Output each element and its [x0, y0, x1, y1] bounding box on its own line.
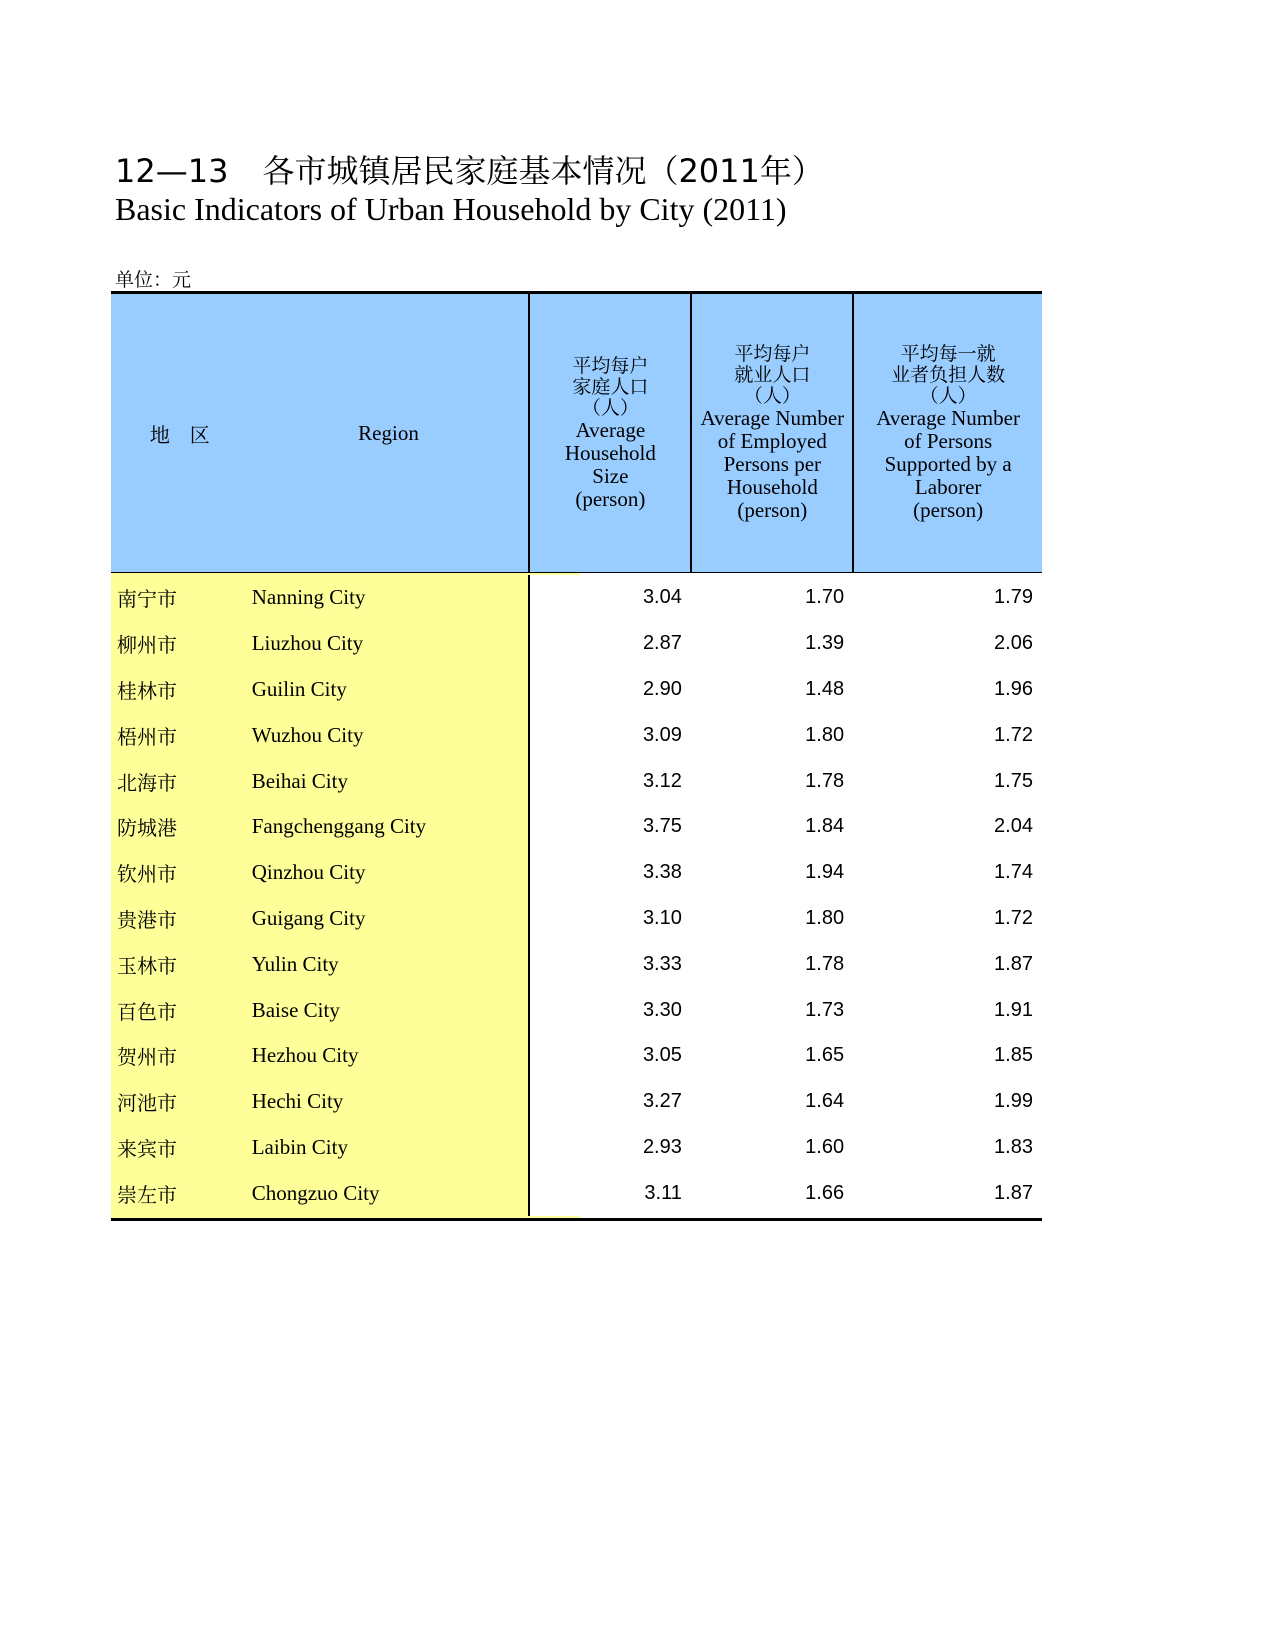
row-region-cn: 崇左市	[111, 1170, 249, 1216]
table-row	[111, 1125, 1042, 1171]
header-col1-cn2: 家庭人口	[572, 375, 649, 398]
header-region-cn-text: 地 区	[149, 422, 210, 447]
header-col1-en2: Household	[564, 440, 656, 465]
header-col1-en4: (person)	[575, 486, 646, 511]
row-household-size: 3.11	[644, 1181, 682, 1204]
row-household-size: 2.93	[642, 1135, 682, 1158]
row-region-en: Liuzhou City	[249, 621, 530, 667]
header-col1-en1: Average	[575, 417, 646, 442]
row-household-size: 2.90	[642, 677, 682, 700]
row-region-cn: 桂林市	[111, 667, 249, 713]
row-persons-supported: 1.74	[994, 861, 1033, 884]
table-row	[111, 712, 1042, 758]
row-region-en: Hechi City	[249, 1079, 530, 1125]
row-region-en: Guigang City	[249, 896, 530, 942]
row-household-size: 3.27	[642, 1090, 682, 1113]
row-employed-persons: 1.94	[805, 861, 845, 884]
row-region-en: Beihai City	[249, 758, 530, 804]
table-row	[111, 896, 1042, 942]
row-persons-supported: 1.91	[994, 998, 1033, 1021]
row-region-en: Fangchenggang City	[249, 804, 530, 850]
header-col3-cn3: （人）	[919, 385, 977, 407]
row-region-en: Wuzhou City	[249, 712, 530, 758]
row-persons-supported: 1.85	[994, 1044, 1033, 1067]
header-col3-en3: Supported by a	[884, 452, 1012, 476]
row-region-en: Hezhou City	[249, 1033, 530, 1079]
title-cn-text: 各市城镇居民家庭基本情况（2011年）	[262, 152, 824, 190]
header-col2-en2: of Employed	[717, 429, 827, 453]
row-persons-supported: 1.79	[994, 586, 1033, 609]
table-header	[111, 294, 1042, 573]
header-col2-en4: Household	[726, 475, 818, 499]
row-employed-persons: 1.80	[805, 723, 845, 746]
row-household-size: 3.09	[642, 723, 682, 746]
header-household-size	[530, 294, 692, 572]
header-col2-cn2: 就业人口	[734, 364, 811, 386]
row-persons-supported: 1.99	[994, 1090, 1033, 1113]
row-region-en: Yulin City	[249, 941, 530, 987]
data-table	[111, 291, 1042, 1221]
header-col3-en2: of Persons	[904, 429, 993, 453]
page-title-en: Basic Indicators of Urban Household by City (2011)	[115, 191, 787, 227]
row-household-size: 3.33	[642, 952, 682, 975]
row-region-cn: 柳州市	[111, 621, 249, 667]
row-persons-supported: 1.87	[994, 1181, 1033, 1204]
row-household-size: 3.30	[642, 998, 682, 1021]
table-row	[111, 1170, 1042, 1216]
header-persons-supported	[854, 294, 1042, 572]
row-persons-supported: 2.04	[994, 815, 1033, 838]
row-region-cn: 河池市	[111, 1079, 249, 1125]
row-region-en: Qinzhou City	[249, 850, 530, 896]
row-household-size: 3.04	[642, 586, 682, 609]
row-employed-persons: 1.73	[805, 998, 845, 1021]
body-top-fill	[111, 573, 580, 575]
row-employed-persons: 1.65	[805, 1044, 845, 1067]
row-employed-persons: 1.70	[805, 586, 845, 609]
table-row	[111, 575, 1042, 621]
header-col3-en1: Average Number	[876, 406, 1020, 430]
header-col1-en3: Size	[592, 463, 629, 488]
row-employed-persons: 1.66	[805, 1181, 845, 1204]
row-persons-supported: 1.96	[994, 677, 1033, 700]
row-employed-persons: 1.39	[805, 632, 845, 655]
table-row	[111, 621, 1042, 667]
row-persons-supported: 1.87	[994, 952, 1033, 975]
row-region-en: Chongzuo City	[249, 1170, 530, 1216]
row-household-size: 3.38	[642, 861, 682, 884]
row-region-en: Nanning City	[249, 575, 530, 621]
row-household-size: 3.05	[642, 1044, 682, 1067]
table-row	[111, 987, 1042, 1033]
row-region-cn: 梧州市	[111, 712, 249, 758]
row-employed-persons: 1.78	[805, 952, 845, 975]
row-region-cn: 贺州市	[111, 1033, 249, 1079]
header-col2-en5: (person)	[737, 498, 808, 522]
header-col3-cn1: 平均每一就	[900, 343, 996, 365]
row-employed-persons: 1.60	[805, 1135, 845, 1158]
row-region-cn: 北海市	[111, 758, 249, 804]
table-body	[111, 573, 1042, 1218]
header-region-en: Region	[249, 294, 531, 572]
row-persons-supported: 1.72	[994, 723, 1033, 746]
row-employed-persons: 1.64	[805, 1090, 845, 1113]
table-number: 12—13	[115, 152, 229, 190]
row-region-cn: 钦州市	[111, 850, 249, 896]
header-col1-cn3: （人）	[581, 396, 639, 419]
header-col2-cn3: （人）	[743, 385, 801, 407]
header-col2-en3: Persons per	[723, 452, 822, 476]
row-persons-supported: 1.75	[994, 769, 1033, 792]
row-region-cn: 玉林市	[111, 941, 249, 987]
header-col1-cn1: 平均每户	[572, 354, 649, 377]
row-employed-persons: 1.48	[805, 677, 845, 700]
header-col2-cn1: 平均每户	[734, 343, 811, 365]
row-household-size: 3.10	[642, 906, 682, 929]
page-title-cn	[115, 146, 824, 192]
row-region-cn: 百色市	[111, 987, 249, 1033]
row-persons-supported: 2.06	[994, 632, 1033, 655]
header-col3-cn2: 业者负担人数	[891, 364, 1006, 386]
row-region-cn: 南宁市	[111, 575, 249, 621]
row-persons-supported: 1.83	[994, 1135, 1033, 1158]
row-household-size: 3.12	[642, 769, 682, 792]
table-row	[111, 1079, 1042, 1125]
row-household-size: 3.75	[642, 815, 682, 838]
header-col3-en4: Laborer	[914, 475, 982, 499]
header-employed-persons	[692, 294, 854, 572]
body-bottom-fill	[111, 1216, 580, 1218]
row-employed-persons: 1.84	[805, 815, 845, 838]
row-region-cn: 贵港市	[111, 896, 249, 942]
row-household-size: 2.87	[642, 632, 682, 655]
table-row	[111, 941, 1042, 987]
table-row	[111, 1033, 1042, 1079]
table-row	[111, 667, 1042, 713]
table-row	[111, 850, 1042, 896]
header-col2-en1: Average Number	[700, 406, 845, 430]
row-region-en: Laibin City	[249, 1125, 530, 1171]
row-region-cn: 来宾市	[111, 1125, 249, 1171]
unit-label: 单位：元	[115, 269, 192, 291]
header-col3-en5: (person)	[913, 498, 984, 522]
row-region-cn: 防城港	[111, 804, 249, 850]
table-row	[111, 804, 1042, 850]
table-row	[111, 758, 1042, 804]
row-region-en: Baise City	[249, 987, 530, 1033]
header-region-cn	[111, 294, 249, 572]
row-employed-persons: 1.78	[805, 769, 845, 792]
row-employed-persons: 1.80	[805, 906, 845, 929]
row-region-en: Guilin City	[249, 667, 530, 713]
row-persons-supported: 1.72	[994, 906, 1033, 929]
